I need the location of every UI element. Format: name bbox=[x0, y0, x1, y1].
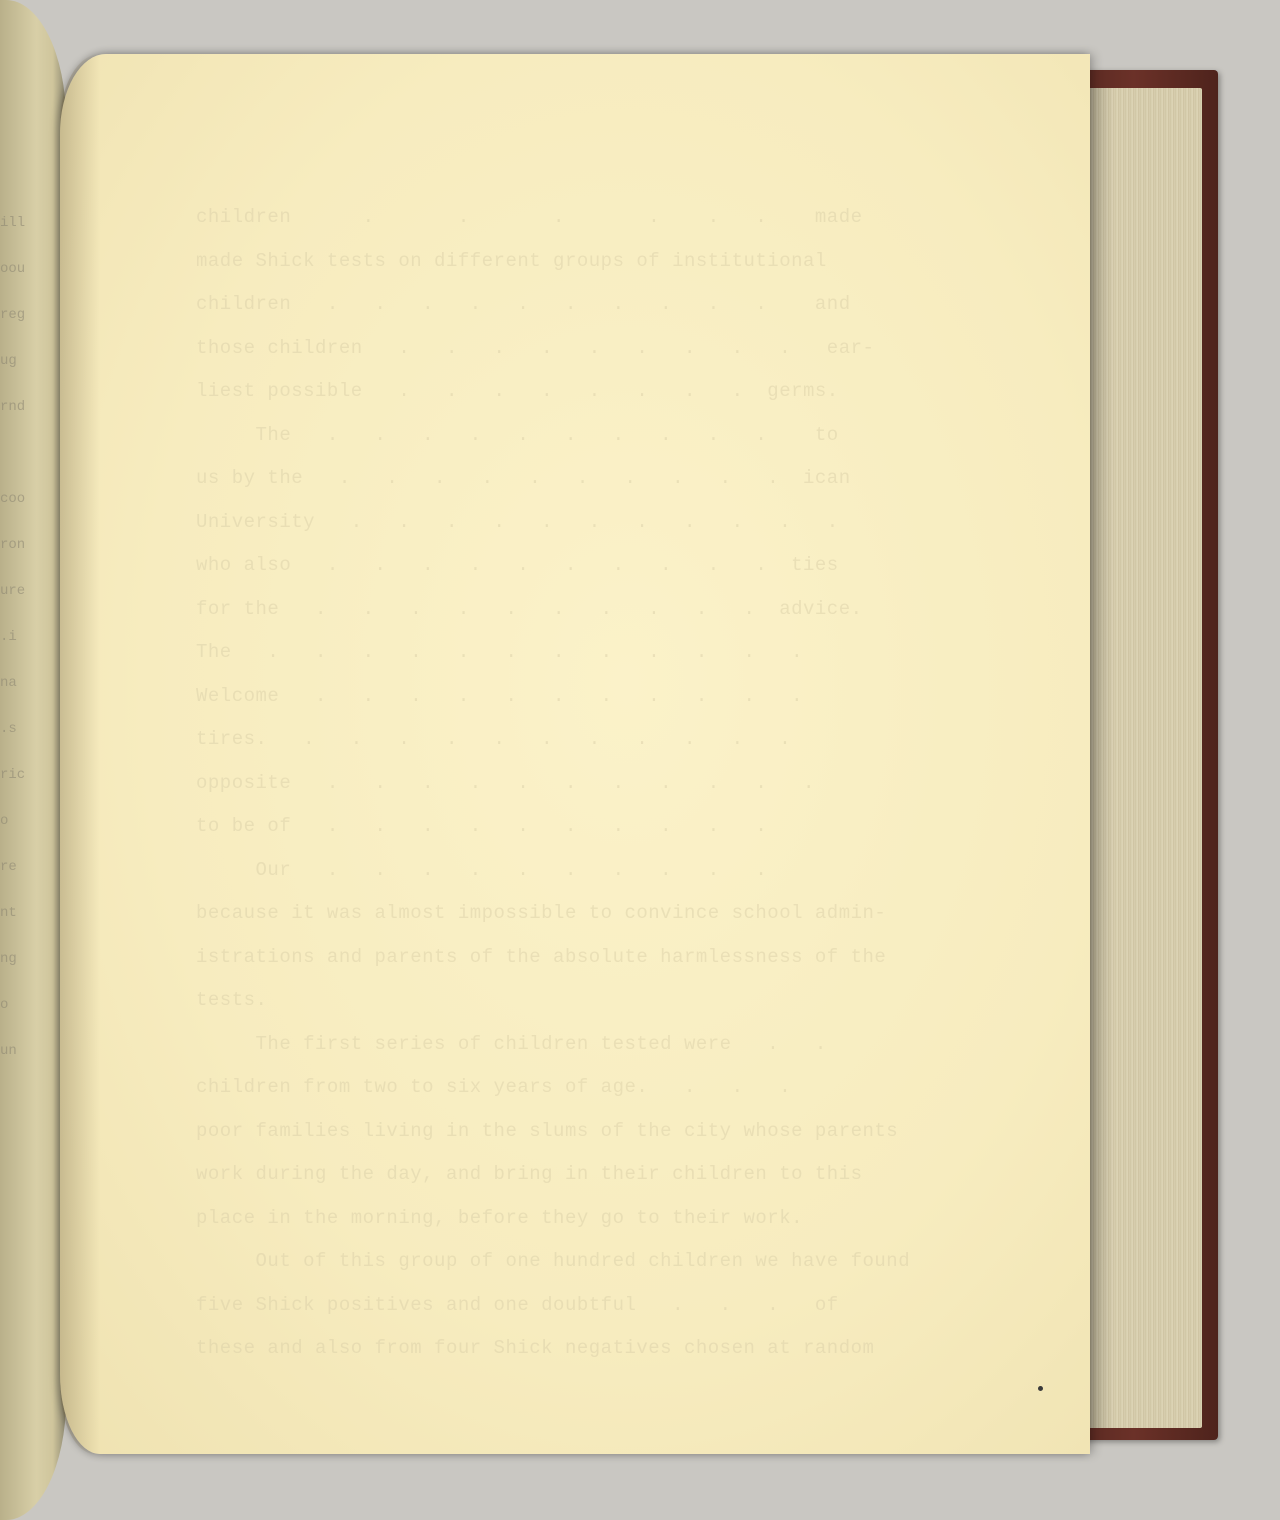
previous-page-bleed-text: ill oou reg ug rnd coo ron ure .i na .s ric o re nt ng o un bbox=[0, 215, 26, 1059]
experimental-first-line bbox=[265, 965, 301, 987]
previous-page-edge bbox=[0, 0, 66, 1520]
reverse-side-bleed-through: children . . . . . . made made Shick tests on different groups of institutional children . . . . . . . . . . and those children . . . . . . . . . ear- liest possible . . . . . . . . germs. The . . . . . . . . . . to us by the . . . . . . . . . . ican University . . . . . . . . . . . who also . . . . . . . . . . ties for the . . . . . . . . . . advice. The . . . . . . . . . . . . Welcome . . . . . . . . . . . tires. . . . . . . . . . . . opposite . . . . . . . . . . . to be of . . . . . . . . . . Our . . . . . . . . . . because it was almost impossible to convince school admin- istrations and parents of the absolute harmlessness of the tests. The first series of children tested were . . children from two to six years of age. . . . poor families living in the slums of the city whose parents work during the day, and bring in their children to this place in the morning, before they go to their work. Out of this group of one hundred children we have found five Shick positives and one doubtful . . . of these and also from four Shick negatives chosen at random bbox=[196, 206, 911, 1359]
ink-speck bbox=[1038, 1386, 1043, 1391]
page-gutter-shadow bbox=[60, 54, 100, 1454]
